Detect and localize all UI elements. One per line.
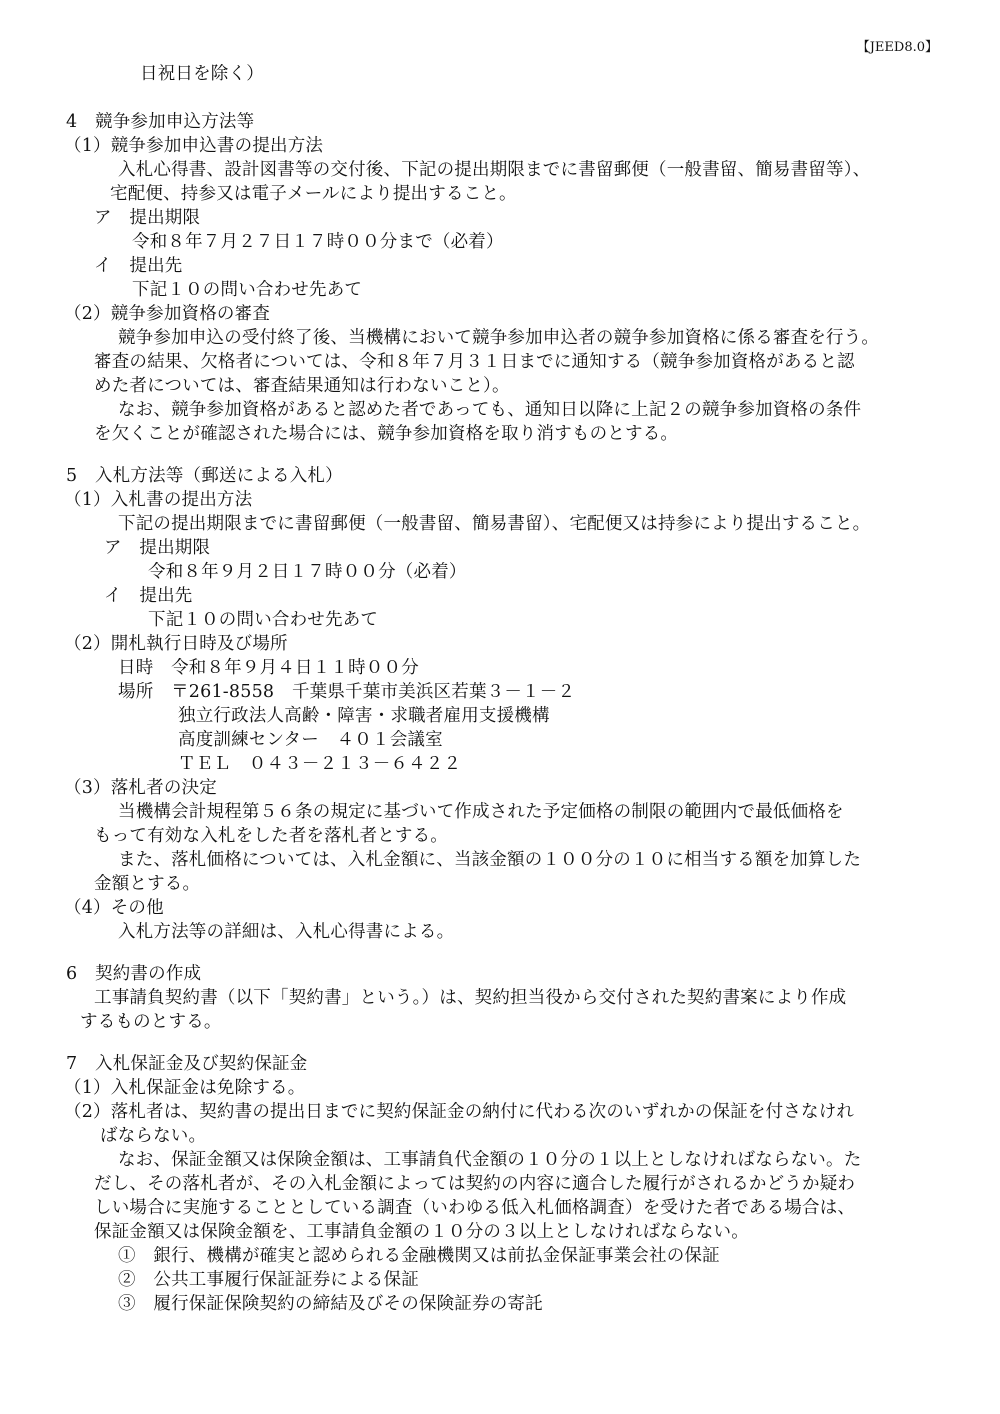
subsection-heading: （2）競争参加資格の審査	[64, 304, 271, 324]
text-line: 日祝日を除く）	[140, 64, 264, 84]
text-line: 工事請負契約書（以下「契約書」という。）は、契約担当役から交付された契約書案により作成	[94, 988, 847, 1008]
text-line: 入札方法等の詳細は、入札心得書による。	[118, 922, 455, 942]
text-line: しい場合に実施することとしている調査（いわゆる低入札価格調査）を受けた者である場合は、	[94, 1198, 856, 1218]
list-item: ③ 履行保証保険契約の締結及びその保険証券の寄託	[118, 1294, 543, 1314]
text-line: だし、その落札者が、その入札金額によっては契約の内容に適合した履行がされるかどうか疑わ	[94, 1174, 856, 1194]
text-line: 令和８年９月２日１７時００分（必着）	[148, 562, 467, 582]
subsection-heading: （1）入札保証金は免除する。	[64, 1078, 306, 1098]
list-item: ② 公共工事履行保証証券による保証	[118, 1270, 419, 1290]
subsection-heading: （1）入札書の提出方法	[64, 490, 253, 510]
text-line: 令和８年７月２７日１７時００分まで（必着）	[132, 232, 504, 252]
subsection-heading: （2）開札執行日時及び場所	[64, 634, 288, 654]
section-heading: 5 入札方法等（郵送による入札）	[66, 466, 343, 486]
text-line: するものとする。	[80, 1012, 222, 1032]
text-line: 下記１０の問い合わせ先あて	[148, 610, 379, 630]
text-line: 審査の結果、欠格者については、令和８年７月３１日までに通知する（競争参加資格があると認	[94, 352, 855, 372]
text-line: ＴＥＬ ０４３－２１３－６４２２	[178, 754, 462, 774]
text-line: ばならない。	[100, 1126, 207, 1146]
text-line: 金額とする。	[94, 874, 201, 894]
text-line: 高度訓練センター ４０１会議室	[178, 730, 443, 750]
text-line: もって有効な入札をした者を落札者とする。	[94, 826, 448, 846]
section-heading: 7 入札保証金及び契約保証金	[66, 1054, 308, 1074]
document-code: 【JEED8.0】	[856, 40, 938, 55]
text-line: 独立行政法人高齢・障害・求職者雇用支援機構	[178, 706, 550, 726]
text-line: 入札心得書、設計図書等の交付後、下記の提出期限までに書留郵便（一般書留、簡易書留等）、	[118, 160, 871, 180]
text-line: 当機構会計規程第５６条の規定に基づいて作成された予定価格の制限の範囲内で最低価格を	[118, 802, 844, 822]
item-heading: ア 提出期限	[104, 538, 211, 558]
text-line: 宅配便、持参又は電子メールにより提出すること。	[110, 184, 517, 204]
text-line: なお、競争参加資格があると認めた者であっても、通知日以降に上記２の競争参加資格の条件	[118, 400, 862, 420]
section-heading: 4 競争参加申込方法等	[66, 112, 255, 132]
text-line: 日時 令和８年９月４日１１時００分	[118, 658, 419, 678]
subsection-heading: （1）競争参加申込書の提出方法	[64, 136, 324, 156]
subsection-heading: （3）落札者の決定	[64, 778, 217, 798]
text-line: めた者については、審査結果通知は行わないこと）。	[94, 376, 510, 396]
section-heading: 6 契約書の作成	[66, 964, 202, 984]
text-line: 保証金額又は保険金額を、工事請負金額の１０分の３以上としなければならない。	[94, 1222, 749, 1242]
subsection-heading: （4）その他	[64, 898, 164, 918]
text-line: 下記１０の問い合わせ先あて	[132, 280, 363, 300]
text-line: を欠くことが確認された場合には、競争参加資格を取り消すものとする。	[94, 424, 679, 444]
item-heading: ア 提出期限	[94, 208, 201, 228]
list-item: ① 銀行、機構が確実と認められる金融機関又は前払金保証事業会社の保証	[118, 1246, 720, 1266]
item-heading: イ 提出先	[94, 256, 183, 276]
text-line: 下記の提出期限までに書留郵便（一般書留、簡易書留）、宅配便又は持参により提出すること。	[118, 514, 871, 534]
item-heading: イ 提出先	[104, 586, 193, 606]
text-line: 競争参加申込の受付終了後、当機構において競争参加申込者の競争参加資格に係る審査を行う。	[118, 328, 880, 348]
text-line: 場所 〒261-8558 千葉県千葉市美浜区若葉３－１－２	[118, 682, 576, 702]
text-line: なお、保証金額又は保険金額は、工事請負代金額の１０分の１以上としなければならない。た	[118, 1150, 862, 1170]
subsection-heading: （2）落札者は、契約書の提出日までに契約保証金の納付に代わる次のいずれかの保証を付さなけれ	[64, 1102, 855, 1122]
text-line: また、落札価格については、入札金額に、当該金額の１００分の１０に相当する額を加算した	[118, 850, 862, 870]
